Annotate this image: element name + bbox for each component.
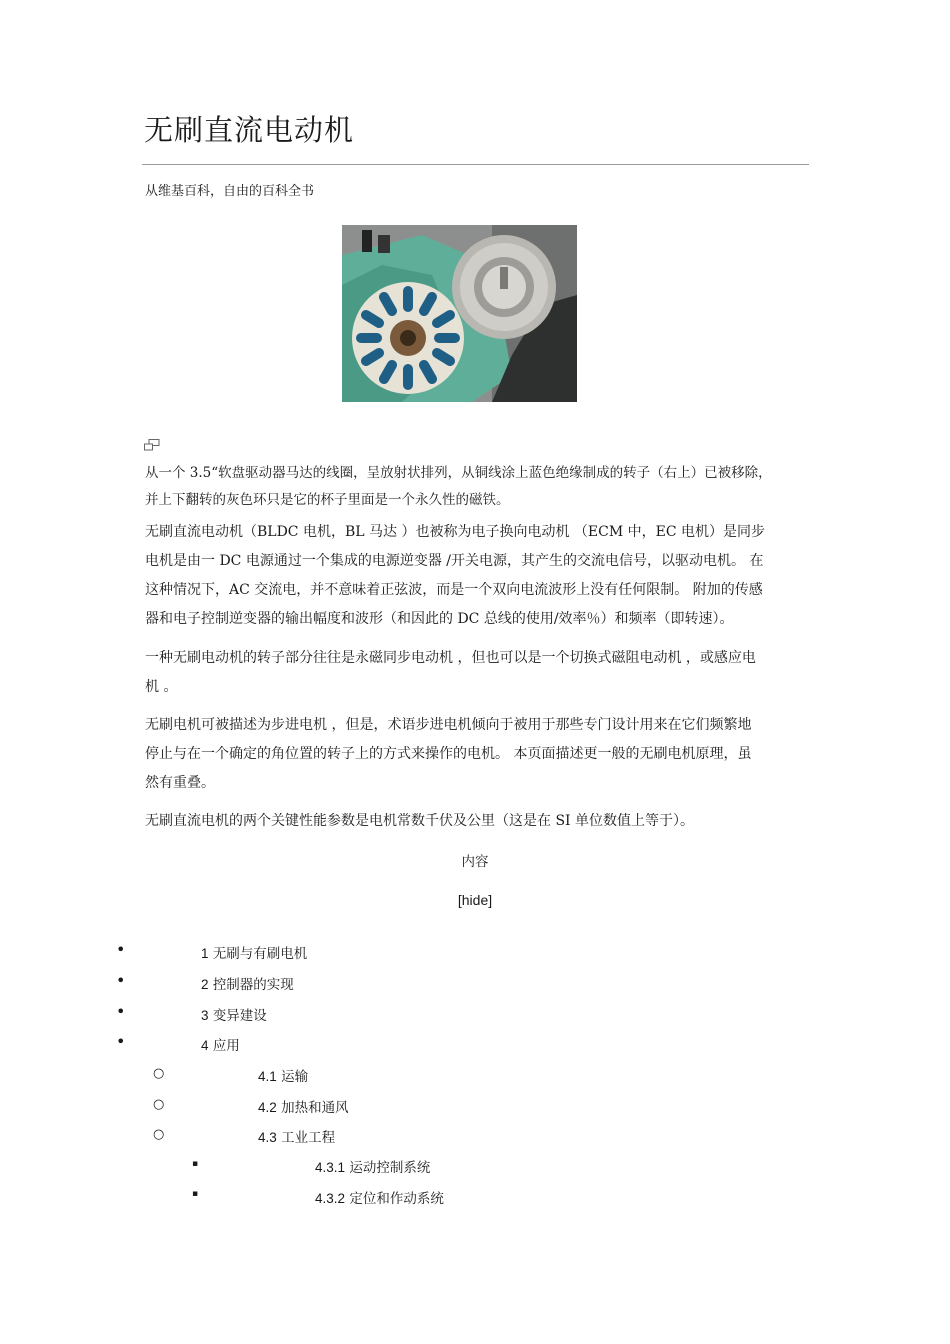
paragraph-line: 无刷直流电动机（BLDC 电机，BL 马达 ）也被称为电子换向电动机 （ECM 中，EC 电机）是同步 — [145, 524, 766, 540]
paragraph-line: 停止与在一个确定的角位置的转子上的方式来操作的电机。 本页面描述更一般的无刷电机原理，虽 — [145, 746, 752, 762]
caption-line: 并上下翻转的灰色环只是它的杯子里面是一个永久性的磁铁。 — [145, 492, 510, 508]
toc-number: 4.3.2 — [315, 1191, 346, 1206]
toc-label: 应用 — [212, 1038, 240, 1054]
toc-item-4-1[interactable] — [258, 1065, 308, 1085]
paragraph-line: 无刷电机可被描述为步进电机 ，但是，术语步进电机倾向于被用于那些专门设计用来在它们频繁地 — [145, 717, 752, 733]
toc-label: 定位和作动系统 — [349, 1191, 444, 1207]
toc-number: 3 — [201, 1008, 209, 1023]
toc-number: 4.1 — [258, 1069, 277, 1084]
paragraph-line: 然有重叠。 — [145, 775, 215, 791]
paragraph-line: 电机是由一 DC 电源通过一个集成的电源逆变器 /开关电源，其产生的交流电信号，以驱动电机。 在 — [145, 553, 764, 569]
toc-item-1[interactable] — [201, 942, 307, 962]
toc-bullet: ○ — [153, 1066, 165, 1081]
toc-hide-link[interactable]: [hide] — [457, 892, 493, 908]
paragraph-line: 机 。 — [145, 679, 178, 695]
toc-number: 4.2 — [258, 1100, 277, 1115]
toc-bullet: ▪ — [192, 1189, 199, 1199]
caption-line: 从一个 3.5“软盘驱动器马达的线圈，呈放射状排列，从铜线涂上蓝色绝缘制成的转子（右上）已被移除， — [145, 465, 772, 481]
toc-label: 工业工程 — [281, 1130, 336, 1146]
toc-number: 1 — [201, 946, 209, 961]
paragraph-intro — [145, 518, 810, 634]
toc-bullet: ○ — [153, 1127, 165, 1142]
paragraph-line: 这种情况下，AC 交流电，并不意味着正弦波，而是一个双向电流波形上没有任何限制。 附加的传感 — [145, 582, 763, 598]
toc-label: 加热和通风 — [281, 1100, 349, 1116]
toc-bullet: • — [116, 940, 126, 959]
toc-label: 运动控制系统 — [349, 1160, 431, 1176]
toc-title: 内容 — [461, 854, 489, 870]
floppy-drive-motor-image — [342, 225, 577, 402]
paragraph-line: 一种无刷电动机的转子部分往往是永磁同步电动机 ，但也可以是一个切换式磁阻电动机 ，或感应电 — [145, 650, 756, 666]
toc-item-4[interactable] — [201, 1034, 240, 1054]
toc-label: 控制器的实现 — [212, 977, 294, 993]
toc-item-4-3-2[interactable] — [315, 1187, 444, 1207]
image-caption — [145, 460, 810, 514]
paragraph-line: 器和电子控制逆变器的输出幅度和波形（和因此的 DC 总线的使用/效率％）和频率（即转速）。 — [145, 611, 734, 627]
toc-label: 无刷与有刷电机 — [212, 946, 308, 962]
toc-bullet: ○ — [153, 1097, 165, 1112]
paragraph-stepper — [145, 711, 810, 798]
toc-bullet: • — [116, 1032, 126, 1051]
toc-item-2[interactable] — [201, 973, 294, 993]
toc-bullet: ▪ — [192, 1159, 199, 1169]
toc-bullet: • — [116, 1002, 126, 1021]
paragraph-line: 无刷直流电机的两个关键性能参数是电机常数千伏及公里（这是在 SI 单位数值上等于）。 — [145, 813, 695, 829]
toc-item-3[interactable] — [201, 1004, 267, 1024]
toc-number: 4.3.1 — [315, 1160, 346, 1175]
toc-number: 4 — [201, 1038, 209, 1053]
page-title: 无刷直流电动机 — [144, 113, 355, 147]
page-subtitle: 从维基百科，自由的百科全书 — [145, 184, 315, 199]
paragraph-rotor — [145, 644, 810, 702]
toc-item-4-2[interactable] — [258, 1096, 349, 1116]
toc-number: 4.3 — [258, 1130, 277, 1145]
toc-label: 运输 — [281, 1069, 309, 1085]
title-divider — [142, 164, 809, 165]
enlarge-icon[interactable] — [144, 436, 160, 448]
paragraph-parameters — [145, 807, 810, 836]
toc-bullet: • — [116, 971, 126, 990]
toc-number: 2 — [201, 977, 209, 992]
toc-item-4-3[interactable] — [258, 1126, 335, 1146]
motor-photo[interactable] — [342, 225, 577, 402]
toc-item-4-3-1[interactable] — [315, 1156, 430, 1176]
toc-label: 变异建设 — [212, 1008, 267, 1024]
